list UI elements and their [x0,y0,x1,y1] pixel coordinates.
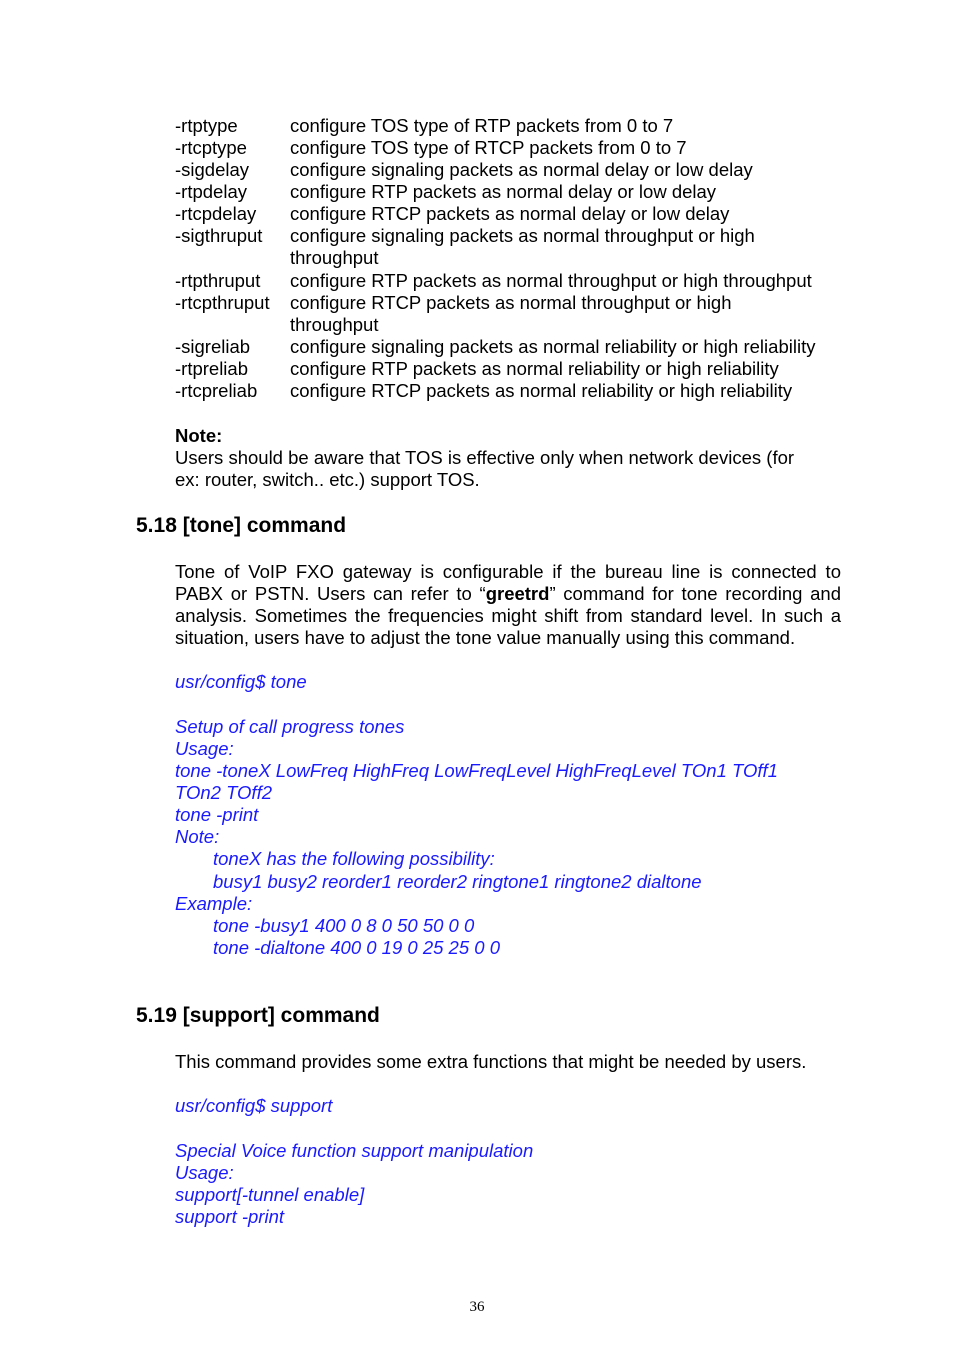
tone-command: usr/config$ tone [175,671,307,692]
tone-output-line: TOn2 TOff2 [175,782,272,803]
tone-paragraph-text: ” command for tone recording and [549,583,841,604]
tone-output-line: toneX has the following possibility: [213,848,495,869]
tone-output-line: Example: [175,893,253,914]
section-heading-support: 5.19 [support] command [136,1004,380,1027]
option-flag: -sigreliab [175,336,251,357]
support-command: usr/config$ support [175,1095,333,1116]
option-desc: configure signaling packets as normal throughput or high throughput [290,225,755,268]
tone-paragraph-line [175,583,841,605]
tone-output-line: Note: [175,826,220,847]
tone-paragraph-text: PABX or PSTN. Users can refer to “ [175,583,486,604]
option-flag: -rtpreliab [175,358,248,379]
tone-output-line: tone -print [175,804,259,825]
option-flag: -rtcptype [175,137,247,158]
tone-output-line: tone -dialtone 400 0 19 0 25 25 0 0 [213,937,500,958]
option-desc: configure RTP packets as normal throughput or high throughput [290,270,812,291]
tone-output-line: tone -toneX LowFreq HighFreq LowFreqLevel HighFreqLevel TOn1 TOff1 [175,760,778,781]
support-output-line: Usage: [175,1162,234,1183]
support-output-line: support -print [175,1206,284,1227]
tone-output-line: Setup of call progress tones [175,716,405,737]
option-desc: configure signaling packets as normal reliability or high reliability [290,336,816,357]
option-flag: -rtpthruput [175,270,261,291]
option-flag: -rtpdelay [175,181,247,202]
tone-output-line: Usage: [175,738,234,759]
tone-paragraph-line: situation, users have to adjust the tone value manually using this command. [175,627,796,648]
option-flag: -rtptype [175,115,238,136]
option-desc: configure RTP packets as normal reliability or high reliability [290,358,779,379]
option-desc: configure TOS type of RTP packets from 0 to 7 [290,115,674,136]
option-desc: configure RTCP packets as normal throughput or high throughput [290,292,732,335]
greetrd-keyword: greetrd [485,583,550,604]
option-desc: configure TOS type of RTCP packets from 0 to 7 [290,137,687,158]
option-flag: -sigdelay [175,159,250,180]
option-flag: -rtcpreliab [175,380,258,401]
support-paragraph: This command provides some extra functions that might be needed by users. [175,1051,807,1072]
note-text-line: Users should be aware that TOS is effective only when network devices (for [175,447,795,468]
option-desc: configure signaling packets as normal delay or low delay [290,159,753,180]
support-output-line: Special Voice function support manipulation [175,1140,534,1161]
option-desc: configure RTP packets as normal delay or low delay [290,181,717,202]
option-flag: -rtcpdelay [175,203,257,224]
section-heading-tone: 5.18 [tone] command [136,514,347,537]
support-output-line: support[-tunnel enable] [175,1184,365,1205]
note-text-line: ex: router, switch.. etc.) support TOS. [175,469,480,490]
option-desc: configure RTCP packets as normal delay or low delay [290,203,730,224]
page-number: 36 [469,1299,485,1315]
option-desc: configure RTCP packets as normal reliability or high reliability [290,380,793,401]
option-flag: -sigthruput [175,225,263,246]
tone-output-line: tone -busy1 400 0 8 0 50 50 0 0 [213,915,475,936]
note-label: Note: [175,425,223,446]
option-flag: -rtcpthruput [175,292,270,313]
tone-output-line: busy1 busy2 reorder1 reorder2 ringtone1 ringtone2 dialtone [213,871,702,892]
tone-paragraph-line: analysis. Sometimes the frequencies might shift from standard level. In such a [175,605,841,626]
tone-paragraph-line: Tone of VoIP FXO gateway is configurable if the bureau line is connected to [175,561,841,582]
